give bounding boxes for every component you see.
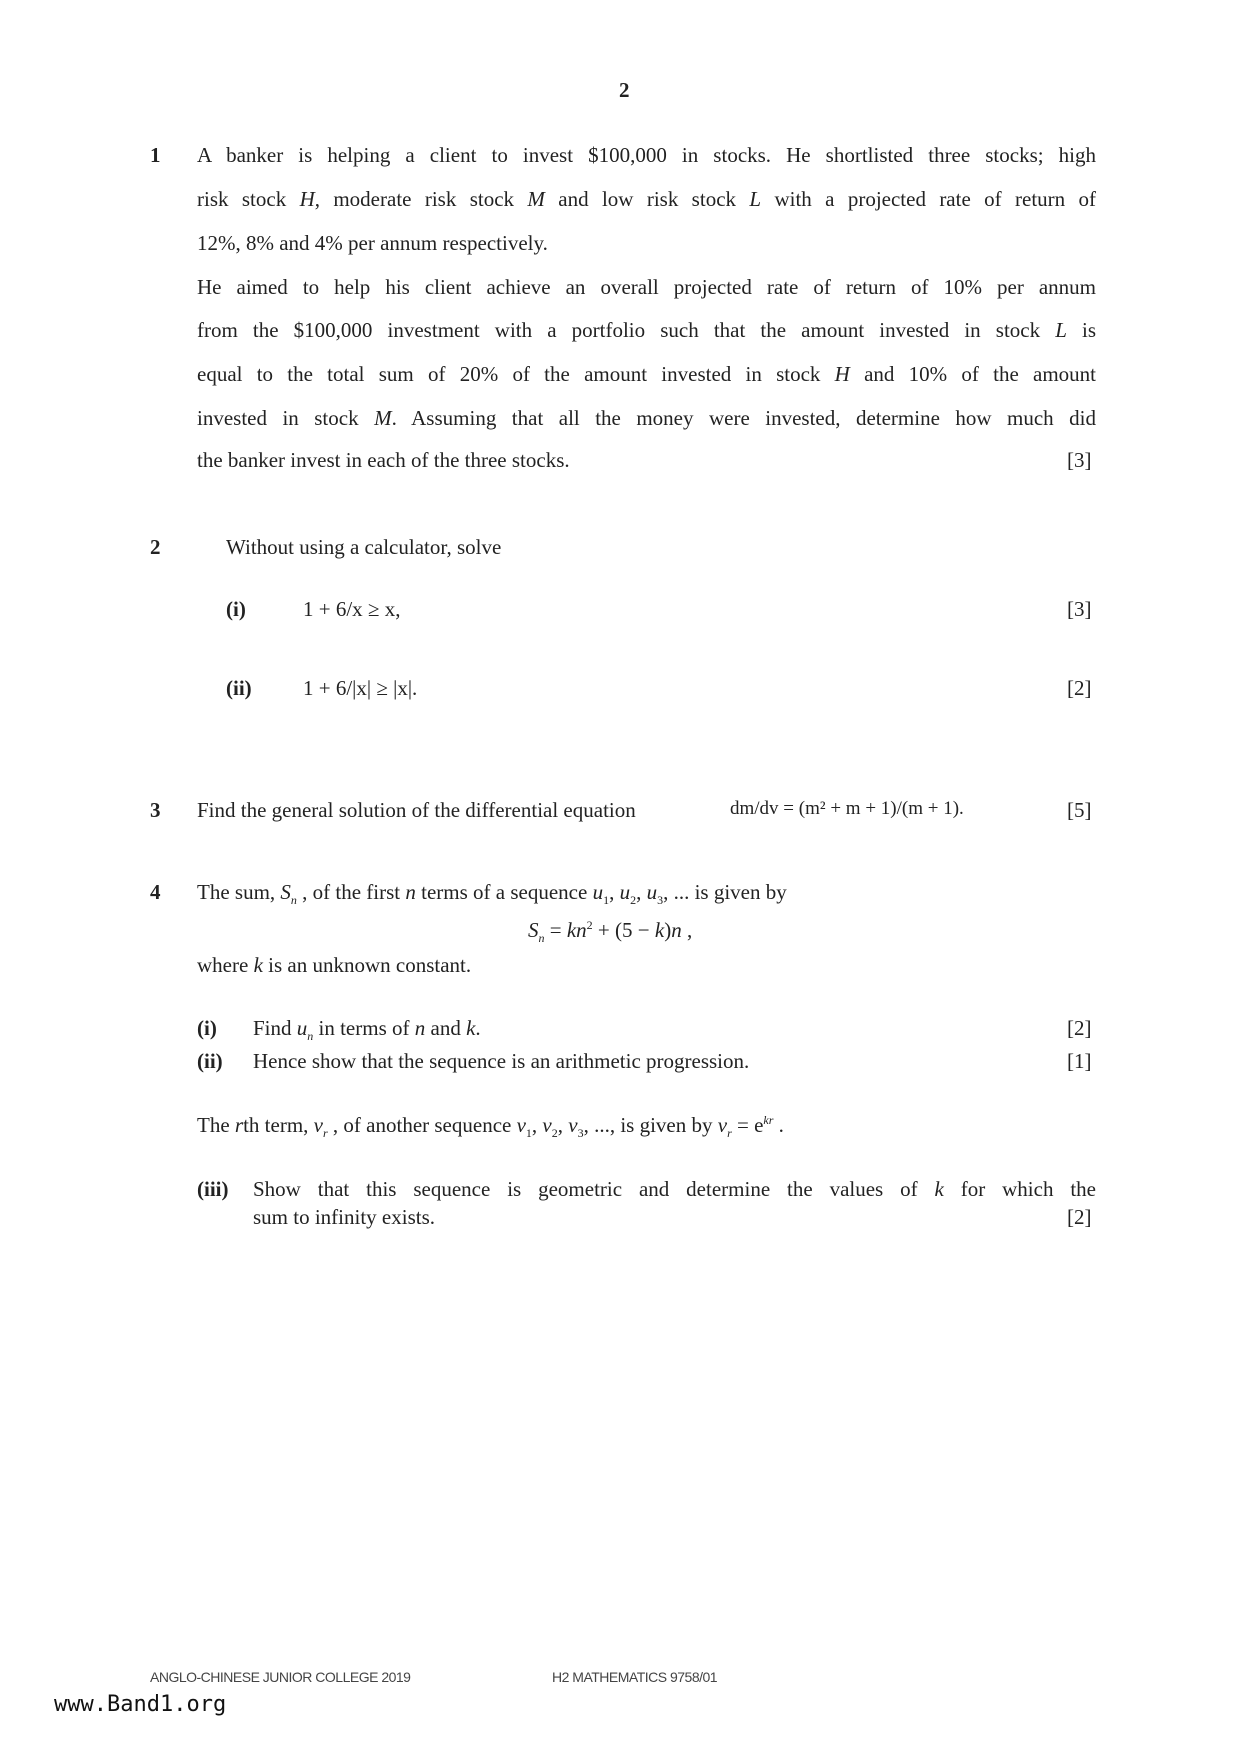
q4-where: where k is an unknown constant.	[197, 953, 472, 977]
q1-line: from the $100,000 investment with a portfolio such that the amount invested in stock L is	[197, 318, 1096, 342]
marks: [3]	[1067, 597, 1092, 621]
part-label: (i)	[197, 1016, 217, 1040]
watermark-url: www.Band1.org	[54, 1692, 227, 1717]
q3-text: Find the general solution of the differential equation	[197, 798, 636, 822]
q4-rth-term: The rth term, $v_r$ , of another sequence $v_1$, $v_2$, $v_3$, ..., is given by $v_r = e^{kr}$ .	[197, 1113, 784, 1141]
marks: [5]	[1067, 798, 1092, 822]
question-number: 4	[150, 880, 161, 904]
page-number: 2	[619, 78, 630, 102]
q4-formula: $S_n = kn^2 + (5 - k)n$ ,	[528, 918, 693, 946]
q4-iii-text: sum to infinity exists.	[253, 1205, 436, 1229]
marks: [2]	[1067, 1205, 1092, 1229]
question-number: 1	[150, 143, 161, 167]
part-label: (i)	[226, 597, 246, 621]
marks: [3]	[1067, 448, 1092, 472]
q2-intro: Without using a calculator, solve	[226, 535, 502, 559]
question-number: 3	[150, 798, 161, 822]
q1-line: the banker invest in each of the three stocks.	[197, 448, 570, 472]
q1-line: invested in stock M. Assuming that all the money were invested, determine how much did	[197, 406, 1096, 430]
q3-equation: dm/dv = (m² + m + 1)/(m + 1).	[730, 798, 964, 819]
part-label: (iii)	[197, 1177, 229, 1201]
marks: [2]	[1067, 676, 1092, 700]
q1-line: 12%, 8% and 4% per annum respectively.	[197, 231, 548, 255]
q4-i-text: Find $u_n$ in terms of n and k.	[253, 1016, 481, 1044]
marks: [1]	[1067, 1049, 1092, 1073]
footer-school: ANGLO-CHINESE JUNIOR COLLEGE 2019	[150, 1669, 411, 1685]
q1-line: risk stock H, moderate risk stock M and low risk stock L with a projected rate of return of	[197, 187, 1097, 211]
q4-intro: The sum, $S_n$ , of the first n terms of a sequence $u_1$, $u_2$, $u_3$, ... is given by	[197, 880, 787, 908]
part-label: (ii)	[197, 1049, 223, 1073]
q1-line: equal to the total sum of 20% of the amount invested in stock H and 10% of the amount	[197, 362, 1096, 386]
marks: [2]	[1067, 1016, 1092, 1040]
q4-ii-text: Hence show that the sequence is an arithmetic progression.	[253, 1049, 750, 1073]
q2-ii-expression: 1 + 6/|x| ≥ |x|.	[303, 676, 418, 700]
footer-paper: H2 MATHEMATICS 9758/01	[552, 1669, 718, 1685]
q2-i-expression: 1 + 6/x ≥ x,	[303, 597, 401, 621]
q4-iii-text: Show that this sequence is geometric and determine the values of k for which the	[253, 1177, 1096, 1201]
question-number: 2	[150, 535, 161, 559]
q1-line: He aimed to help his client achieve an overall projected rate of return of 10% per annum	[197, 275, 1096, 299]
q1-line: A banker is helping a client to invest $100,000 in stocks. He shortlisted three stocks; high	[197, 143, 1096, 167]
part-label: (ii)	[226, 676, 252, 700]
